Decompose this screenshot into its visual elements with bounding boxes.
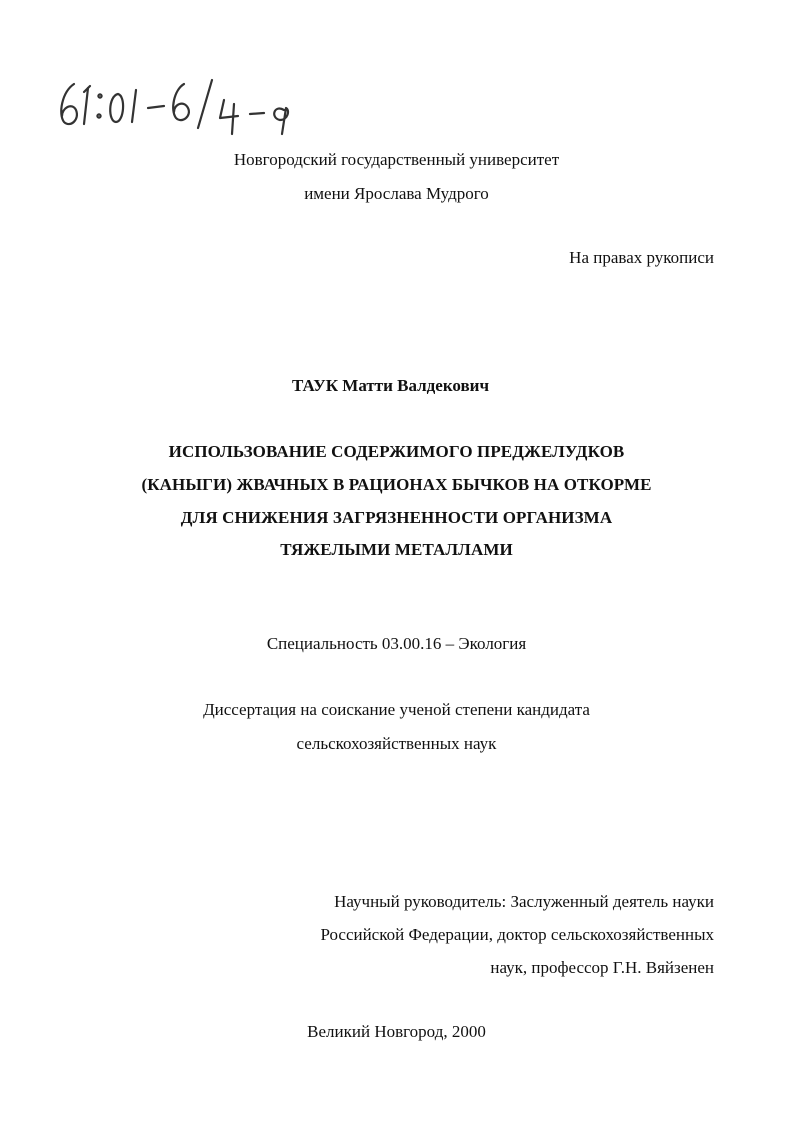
supervisor-line-3: наук, профессор Г.Н. Вяйзенен	[490, 958, 714, 977]
title-line-3: ДЛЯ СНИЖЕНИЯ ЗАГРЯЗНЕННОСТИ ОРГАНИЗМА	[180, 508, 613, 527]
archive-code-handwritten	[52, 70, 302, 140]
university-name-line-2: имени Ярослава Мудрого	[304, 184, 489, 203]
title-line-4: ТЯЖЕЛЫМИ МЕТАЛЛАМИ	[280, 540, 513, 559]
title-line-2: (КАНЫГИ) ЖВАЧНЫХ В РАЦИОНАХ БЫЧКОВ НА ОТКОРМЕ	[141, 475, 652, 494]
dissertation-line-2: сельскохозяйственных наук	[296, 734, 497, 753]
supervisor-line-2: Российской Федерации, доктор сельскохозяйственных	[320, 925, 714, 944]
author-name: ТАУК Матти Валдекович	[291, 376, 490, 395]
title-line-1: ИСПОЛЬЗОВАНИЕ СОДЕРЖИМОГО ПРЕДЖЕЛУДКОВ	[168, 442, 625, 461]
supervisor-line-1: Научный руководитель: Заслуженный деятель науки	[334, 892, 714, 911]
place-year: Великий Новгород, 2000	[307, 1022, 486, 1041]
dissertation-line-1: Диссертация на соискание ученой степени кандидата	[203, 700, 590, 719]
specialty: Специальность 03.00.16 – Экология	[266, 634, 527, 653]
rights-note: На правах рукописи	[569, 248, 714, 267]
university-name-line-1: Новгородский государственный университет	[233, 150, 560, 169]
handwritten-code-drawing	[52, 70, 302, 140]
